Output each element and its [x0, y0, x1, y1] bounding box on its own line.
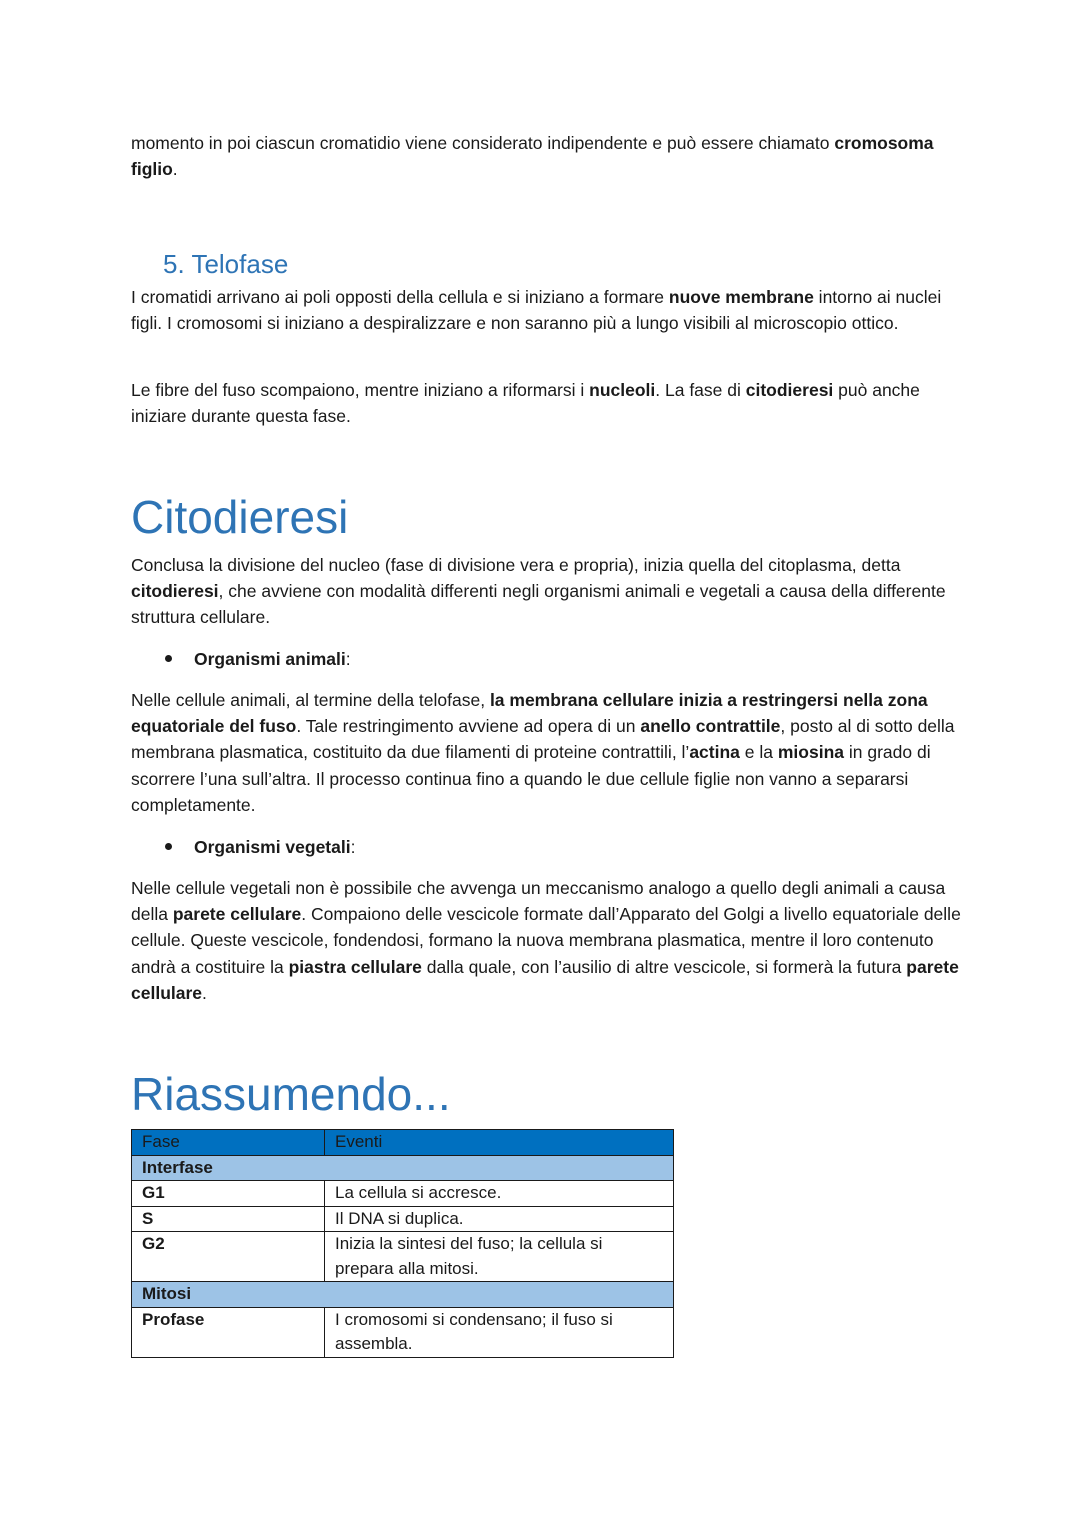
bullet-organismi-animali	[165, 646, 351, 672]
animali-paragraph	[131, 687, 961, 818]
fase-cell: G2	[132, 1232, 325, 1282]
bold-term: cromosoma figlio	[131, 133, 934, 180]
text-run: , che avviene con modalità differenti negli organismi animali e vegetali a causa della differente struttura cellulare.	[131, 581, 946, 628]
eventi-cell: Il DNA si duplica.	[325, 1206, 674, 1232]
citodieresi-paragraph	[131, 552, 961, 631]
bold-term: nuove membrane	[668, 287, 814, 307]
bold-term: miosina	[777, 742, 844, 763]
text-run: Nelle cellule vegetali non è possibile che avvenga un meccanismo analogo a quello degli animali a causa della	[131, 878, 946, 925]
bold-term: citodieresi	[745, 380, 834, 400]
bullet-dot-icon	[165, 655, 172, 662]
text-run: .	[202, 982, 207, 1003]
section-cell: Interfase	[132, 1155, 325, 1181]
text-run: :	[345, 649, 351, 669]
bullet-dot-icon	[165, 843, 172, 850]
fase-cell: S	[132, 1206, 325, 1232]
text-run: Le fibre del fuso scompaiono, mentre iniziano a riformarsi i	[131, 380, 590, 400]
bold-term: anello contrattile	[640, 716, 781, 737]
table-header-row	[132, 1130, 674, 1156]
table-section-row	[132, 1282, 674, 1308]
fase-cell: Profase	[132, 1307, 325, 1357]
eventi-cell: La cellula si accresce.	[325, 1181, 674, 1207]
text-run: e la	[739, 742, 778, 763]
text-run: Conclusa la divisione del nucleo (fase di divisione vera e propria), inizia quella del citoplasma, detta	[131, 555, 901, 575]
telofase-heading: 5. Telofase	[163, 249, 289, 279]
section-cell-empty	[325, 1155, 674, 1181]
text-run: . La fase di	[655, 380, 746, 400]
text-run: . Tale restringimento avviene ad opera di un	[296, 716, 641, 737]
text-run: momento in poi ciascun cromatidio viene considerato indipendente e può essere chiamato	[131, 133, 835, 153]
bullet-label: Organismi vegetali	[194, 837, 351, 857]
table-row	[132, 1206, 674, 1232]
text-run: in grado di scorrere l’una sull’altra. Il processo continua fino a quando le due cellule figlie non vanno a separarsi completamente.	[131, 742, 931, 815]
header-cell-eventi: Eventi	[325, 1130, 674, 1156]
text-run: dalla quale, con l’ausilio di altre vescicole, si formerà la futura	[421, 956, 907, 977]
bullet-organismi-vegetali	[165, 834, 355, 860]
table-section-row	[132, 1155, 674, 1181]
bold-term: piastra cellulare	[288, 956, 422, 977]
eventi-cell: Inizia la sintesi del fuso; la cellula si prepara alla mitosi.	[325, 1232, 674, 1282]
telofase-paragraph-1	[131, 284, 961, 336]
riassumendo-heading: Riassumendo...	[131, 1068, 451, 1120]
bold-term: parete cellulare	[172, 904, 302, 925]
telofase-paragraph-2	[131, 377, 961, 429]
bold-term: nucleoli	[589, 380, 656, 400]
table-row	[132, 1181, 674, 1207]
text-run: .	[172, 159, 178, 180]
bold-term: la membrana cellulare inizia a restringersi nella zona equatoriale del fuso	[131, 690, 928, 737]
fase-cell: G1	[132, 1181, 325, 1207]
intro-paragraph	[131, 130, 961, 182]
section-cell-empty	[325, 1282, 674, 1308]
section-cell: Mitosi	[132, 1282, 325, 1308]
text-run: , posto al di sotto della membrana plasmatica, costituito da due filamenti di proteine contrattili, l’	[131, 716, 955, 763]
bold-term: actina	[689, 742, 740, 763]
text-run: Nelle cellule animali, al termine della telofase,	[131, 690, 490, 710]
bold-term: citodieresi	[131, 581, 219, 602]
eventi-cell: I cromosomi si condensano; il fuso si assembla.	[325, 1307, 674, 1357]
bullet-label: Organismi animali	[194, 649, 346, 669]
text-run: può anche iniziare durante questa fase.	[131, 380, 920, 427]
text-run: :	[350, 837, 356, 857]
summary-table	[131, 1129, 674, 1358]
citodieresi-heading: Citodieresi	[131, 491, 349, 543]
text-run: I cromatidi arrivano ai poli opposti della cellula e si iniziano a formare	[131, 287, 669, 307]
table-row	[132, 1307, 674, 1357]
vegetali-paragraph	[131, 875, 961, 1006]
bold-term: parete cellulare	[131, 956, 959, 1003]
table-row	[132, 1232, 674, 1282]
text-run: intorno ai nuclei figli. I cromosomi si iniziano a despiralizzare e non saranno più a lungo visibili al microscopio ottico.	[131, 287, 942, 334]
text-run: . Compaiono delle vescicole formate dall’Apparato del Golgi a livello equatoriale delle cellule. Queste vescicole, fondendosi, formano la nuova membrana plasmatica, mentre il loro contenuto andrà a costituire la	[131, 904, 961, 977]
header-cell-fase: Fase	[132, 1130, 325, 1156]
